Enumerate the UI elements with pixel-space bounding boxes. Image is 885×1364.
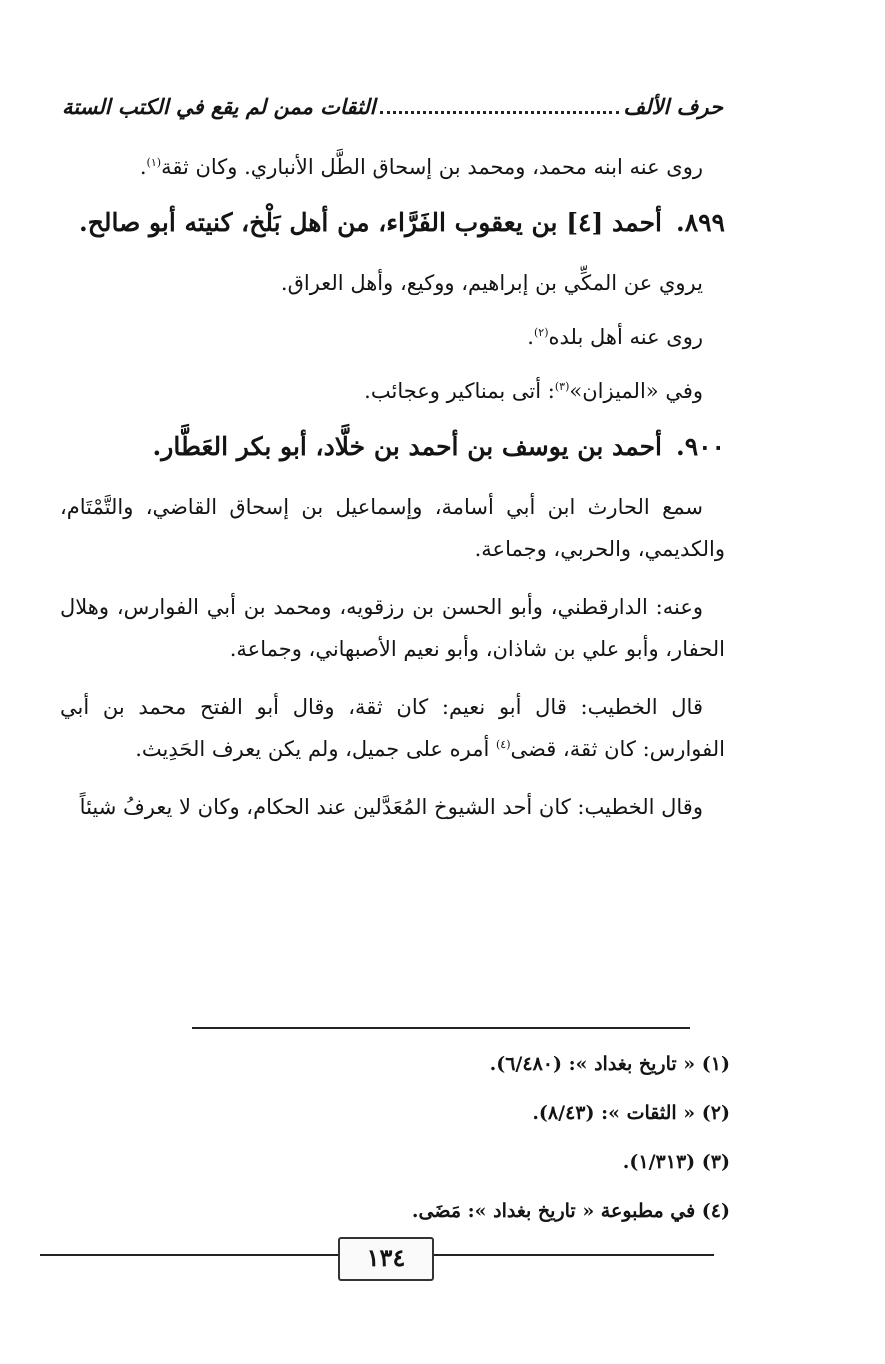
paragraph: قال الخطيب: قال أبو نعيم: كان ثقة، وقال أبو الفتح محمد بن أبي الفوارس: كان ثقة، قضى$^{(٤)}$ أمره على جميل، ولم يكن يعرف الحَدِيث. — [60, 695, 725, 761]
footnote: (٢) « الثقات »: (٨/٤٣). — [532, 1102, 730, 1124]
paragraph: يروي عن المكِّي بن إبراهيم، ووكيع، وأهل العراق. — [280, 271, 703, 295]
paragraph: روى عنه ابنه محمد، ومحمد بن إسحاق الطَّل الأنباري. وكان ثقة$^{(١)}$. — [139, 155, 703, 179]
footnotes — [300, 1040, 730, 1236]
footnote: (٣) (١/٣١٣). — [622, 1151, 730, 1173]
paragraph: وفي «الميزان»$^{(٣)}$: أتى بمناكير وعجائب. — [364, 379, 703, 403]
footnote-ref: (٣) — [554, 380, 570, 393]
header-section-title: حرف الألف — [623, 93, 723, 119]
main-text — [60, 146, 725, 844]
footer-rule-left — [40, 1254, 338, 1256]
header-dot-leader — [380, 111, 620, 114]
footnote: (٤) في مطبوعة « تاريخ بغداد »: مَضَى. — [411, 1200, 730, 1222]
entry-title: أحمد [٤] بن يعقوب الفَرَّاء، من أهل بَلْخ، كنيته أبو صالح. — [79, 208, 662, 237]
footer-rule-right — [430, 1254, 714, 1256]
footnote-ref: (٢) — [533, 326, 549, 339]
header-book-title: الثقات ممن لم يقع في الكتب الستة — [62, 93, 376, 119]
footnote-ref: (٤) — [495, 738, 511, 751]
paragraph: وعنه: الدارقطني، وأبو الحسن بن رزقويه، ومحمد بن أبي الفوارس، وهلال الحفار، وأبو علي بن شاذان، وأبو نعيم الأصبهاني، وجماعة. — [60, 595, 725, 661]
footnote: (١) « تاريخ بغداد »: (٦/٤٨٠). — [489, 1053, 730, 1075]
running-header — [62, 88, 723, 124]
footnote-separator — [192, 1027, 690, 1029]
entry-heading-900 — [60, 424, 725, 470]
entry-number: ٨٩٩. — [675, 208, 725, 237]
paragraph: روى عنه أهل بلده$^{(٢)}$. — [527, 325, 703, 349]
page-number: ١٣٤ — [338, 1237, 434, 1281]
entry-title: أحمد بن يوسف بن أحمد بن خلَّاد، أبو بكر العَطَّار. — [152, 432, 662, 461]
paragraph: وقال الخطيب: كان أحد الشيوخ المُعَدَّلين عند الحكام، وكان لا يعرفُ شيئاً — [79, 795, 703, 819]
entry-heading-899 — [60, 200, 725, 246]
paragraph: سمع الحارث ابن أبي أسامة، وإسماعيل بن إسحاق القاضي، والتَّمْتَام، والكديمي، والحربي، وجماعة. — [60, 495, 725, 561]
footnote-ref: (١) — [146, 156, 162, 169]
entry-number: ٩٠٠. — [675, 432, 725, 461]
